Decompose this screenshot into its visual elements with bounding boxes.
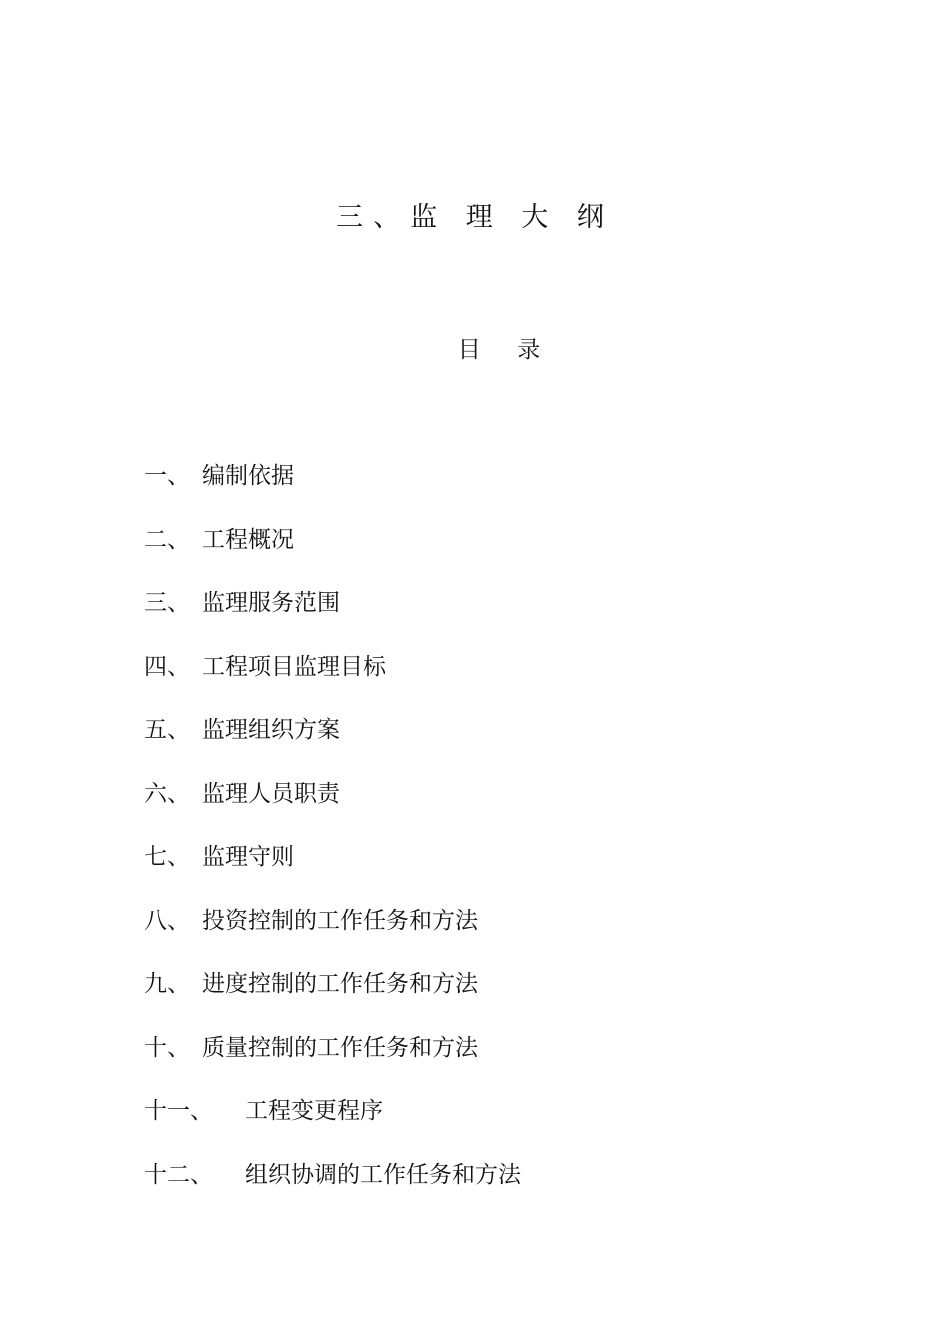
toc-item-number: 十一、 bbox=[144, 1098, 213, 1124]
toc-item-text: 监理组织方案 bbox=[202, 717, 340, 743]
toc-item-number: 二、 bbox=[144, 526, 190, 553]
toc-item bbox=[144, 1157, 521, 1221]
toc-item-text: 编制依据 bbox=[202, 463, 294, 489]
toc-item bbox=[144, 585, 521, 649]
toc-item bbox=[144, 649, 521, 713]
toc-item-text: 投资控制的工作任务和方法 bbox=[202, 907, 478, 934]
toc-item-number: 十二、 bbox=[144, 1161, 213, 1188]
toc-item-number: 七、 bbox=[144, 844, 190, 870]
toc-item bbox=[144, 903, 521, 967]
toc-item-number: 五、 bbox=[144, 717, 190, 743]
toc-item-number: 四、 bbox=[144, 653, 190, 680]
toc-item-text: 质量控制的工作任务和方法 bbox=[202, 1034, 478, 1061]
document-title: 三、监 理 大 纲 bbox=[336, 202, 614, 233]
toc-item-number: 三、 bbox=[144, 590, 190, 616]
toc-item-text: 工程项目监理目标 bbox=[202, 653, 386, 680]
toc-item-text: 监理人员职责 bbox=[202, 780, 340, 807]
table-of-contents bbox=[144, 458, 521, 1220]
toc-item-number: 八、 bbox=[144, 907, 190, 934]
toc-item bbox=[144, 712, 521, 776]
toc-item bbox=[144, 522, 521, 586]
toc-item-text: 监理服务范围 bbox=[202, 590, 340, 616]
toc-heading: 目 录 bbox=[457, 337, 541, 363]
toc-item bbox=[144, 1093, 521, 1157]
toc-item-text: 进度控制的工作任务和方法 bbox=[202, 971, 478, 997]
toc-item-text: 组织协调的工作任务和方法 bbox=[245, 1161, 521, 1188]
toc-item-text: 监理守则 bbox=[202, 844, 294, 870]
toc-item bbox=[144, 776, 521, 840]
toc-item bbox=[144, 1030, 521, 1094]
toc-item-number: 十、 bbox=[144, 1034, 190, 1061]
toc-item-number: 六、 bbox=[144, 780, 190, 807]
toc-item-number: 九、 bbox=[144, 971, 190, 997]
toc-item-text: 工程变更程序 bbox=[245, 1098, 383, 1124]
toc-item bbox=[144, 458, 521, 522]
toc-item-number: 一、 bbox=[144, 463, 190, 489]
toc-item bbox=[144, 839, 521, 903]
toc-item bbox=[144, 966, 521, 1030]
toc-item-text: 工程概况 bbox=[202, 526, 294, 553]
